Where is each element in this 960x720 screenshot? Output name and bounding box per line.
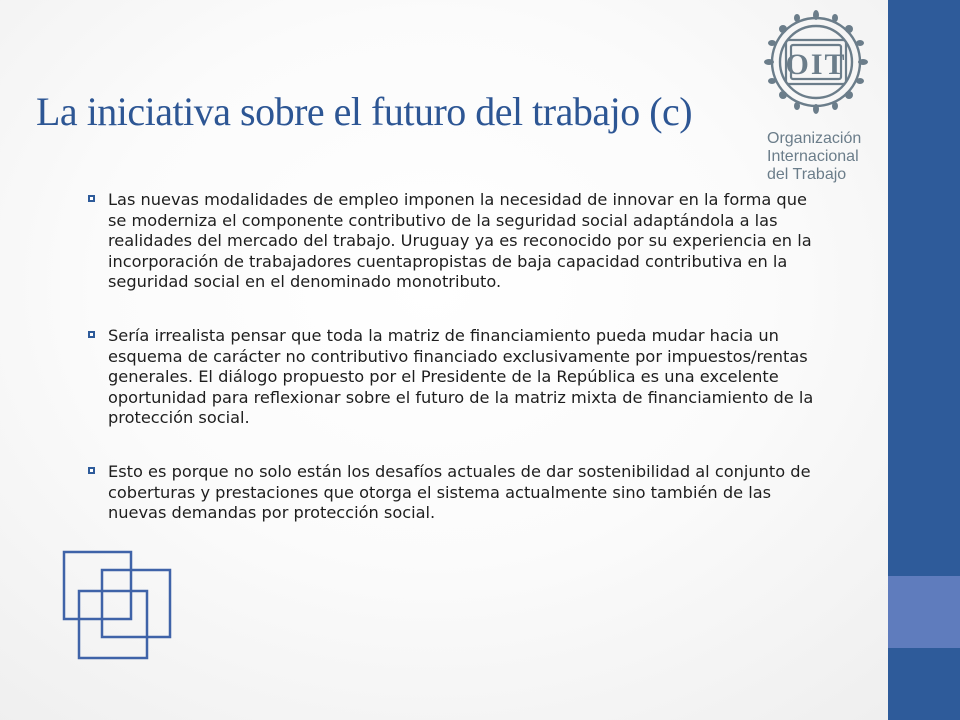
logo-line: del Trabajo — [767, 166, 847, 183]
bullet-text: Las nuevas modalidades de empleo imponen la necesidad de innovar en la forma que se moderniza el componente contributivo de la seguridad social adaptándola a las realidades del mercado del trabajo. Uruguay ya es reconocido por su experiencia en la incorporación de trabajadores cuentapropistas de baja capacidad contributiva en la seguridad social en el denominado monotributo. — [108, 190, 812, 292]
oit-emblem-icon — [764, 10, 868, 114]
square-bullet-icon — [88, 467, 95, 474]
oit-logo-text — [767, 130, 885, 184]
oit-logo — [760, 10, 884, 182]
bullet-item — [88, 326, 828, 429]
bullet-item — [88, 462, 828, 524]
bullet-text: Sería irrealista pensar que toda la matriz de financiamiento pueda mudar hacia un esquema de carácter no contributivo financiado exclusivamente por impuestos/rentas generales. El diálogo propuesto por el Presidente de la República es una excelente oportunidad para reflexionar sobre el futuro de la matriz mixta de financiamiento de la protección social. — [108, 325, 814, 428]
bullet-item — [88, 190, 828, 293]
side-accent-block — [888, 576, 960, 648]
logo-line: Internacional — [767, 148, 859, 165]
square-bullet-icon — [88, 195, 95, 202]
bullet-list — [88, 190, 828, 557]
bullet-text: Esto es porque no solo están los desafíos actuales de dar sostenibilidad al conjunto de coberturas y prestaciones que otorga el sistema actualmente sino también de las nuevas demandas por protección social. — [108, 461, 811, 523]
slide-title: La iniciativa sobre el futuro del trabajo (c) — [36, 89, 693, 134]
logo-line: Organización — [767, 130, 862, 147]
square-bullet-icon — [88, 331, 95, 338]
overlapping-squares-icon — [58, 548, 178, 663]
oit-emblem-text: OIT — [785, 48, 847, 81]
